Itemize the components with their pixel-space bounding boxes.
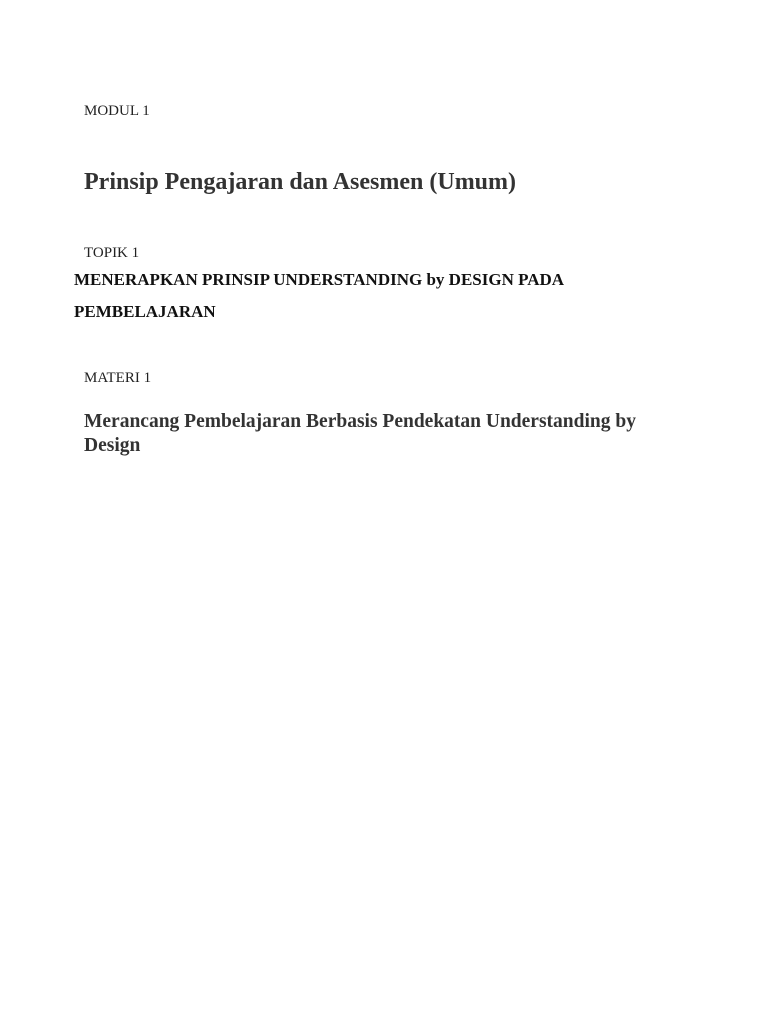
material-title: Merancang Pembelajaran Berbasis Pendekatan Understanding by Design [84, 411, 636, 456]
module-label: MODUL 1 [84, 103, 150, 119]
topic-title: MENERAPKAN PRINSIP UNDERSTANDING by DESIGN PADA PEMBELAJARAN [74, 270, 564, 321]
material-label: MATERI 1 [84, 370, 152, 386]
module-title: Prinsip Pengajaran dan Asesmen (Umum) [84, 169, 517, 195]
topic-label: TOPIK 1 [84, 245, 140, 261]
